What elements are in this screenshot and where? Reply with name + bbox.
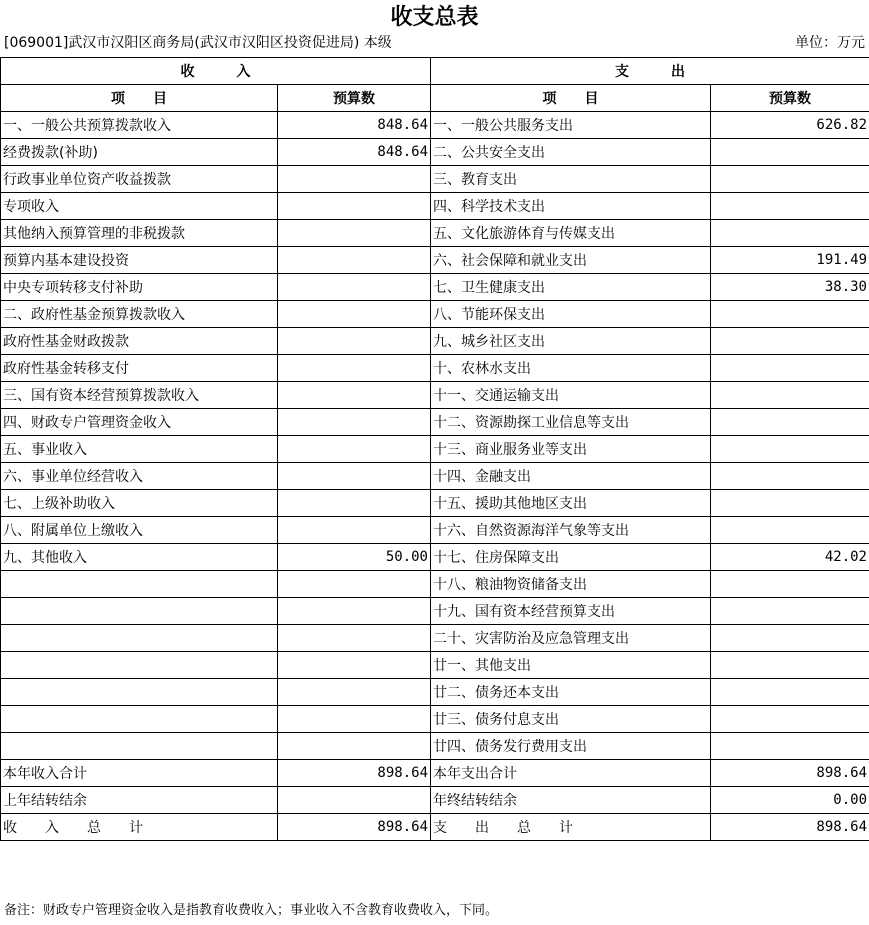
expense-item-cell: 支 出 总 计 <box>431 814 711 841</box>
expense-amount-cell <box>711 706 869 733</box>
income-amount-cell <box>278 625 431 652</box>
income-item-cell: 一、一般公共预算拨款收入 <box>1 112 278 139</box>
table-row <box>1 706 869 733</box>
income-item-cell: 行政事业单位资产收益拨款 <box>1 166 278 193</box>
income-item-cell: 中央专项转移支付补助 <box>1 274 278 301</box>
expense-item-cell: 四、科学技术支出 <box>431 193 711 220</box>
table-row <box>1 787 869 814</box>
expense-item-cell: 六、社会保障和就业支出 <box>431 247 711 274</box>
table-row <box>1 463 869 490</box>
section-header-row <box>1 58 869 85</box>
expense-item-header: 项 目 <box>431 85 711 112</box>
expense-amount-cell <box>711 490 869 517</box>
revenue-expenditure-table <box>0 57 869 841</box>
expense-item-cell: 十九、国有资本经营预算支出 <box>431 598 711 625</box>
expense-item-cell: 五、文化旅游体育与传媒支出 <box>431 220 711 247</box>
income-item-cell: 上年结转结余 <box>1 787 278 814</box>
expense-amount-cell <box>711 355 869 382</box>
expense-item-cell: 二、公共安全支出 <box>431 139 711 166</box>
income-item-cell: 二、政府性基金预算拨款收入 <box>1 301 278 328</box>
expense-item-cell: 九、城乡社区支出 <box>431 328 711 355</box>
expense-amount-cell <box>711 733 869 760</box>
table-row <box>1 517 869 544</box>
expense-amount-cell: 626.82 <box>711 112 869 139</box>
income-item-cell: 六、事业单位经营收入 <box>1 463 278 490</box>
expense-amount-cell <box>711 571 869 598</box>
expense-amount-cell <box>711 652 869 679</box>
expense-amount-cell <box>711 409 869 436</box>
table-row <box>1 382 869 409</box>
table-row <box>1 598 869 625</box>
expense-amount-cell <box>711 220 869 247</box>
table-row <box>1 166 869 193</box>
income-item-cell <box>1 679 278 706</box>
expense-amount-cell <box>711 625 869 652</box>
income-item-cell: 四、财政专户管理资金收入 <box>1 409 278 436</box>
table-row <box>1 814 869 841</box>
expense-item-cell: 八、节能环保支出 <box>431 301 711 328</box>
income-amount-cell <box>278 193 431 220</box>
income-amount-cell <box>278 409 431 436</box>
expense-item-cell: 一、一般公共服务支出 <box>431 112 711 139</box>
income-amount-cell <box>278 517 431 544</box>
income-amount-cell <box>278 787 431 814</box>
expense-item-cell: 十三、商业服务业等支出 <box>431 436 711 463</box>
expense-amount-cell <box>711 301 869 328</box>
expense-amount-cell <box>711 382 869 409</box>
income-item-cell: 收 入 总 计 <box>1 814 278 841</box>
expense-item-cell: 十、农林水支出 <box>431 355 711 382</box>
expense-item-cell: 廿二、债务还本支出 <box>431 679 711 706</box>
expense-item-cell: 十八、粮油物资储备支出 <box>431 571 711 598</box>
expense-section-header: 支 出 <box>431 58 869 85</box>
expense-amount-cell <box>711 328 869 355</box>
income-item-cell <box>1 598 278 625</box>
expense-item-cell: 三、教育支出 <box>431 166 711 193</box>
table-row <box>1 112 869 139</box>
expense-amount-cell <box>711 166 869 193</box>
income-amount-cell <box>278 733 431 760</box>
income-section-header: 收 入 <box>1 58 431 85</box>
income-item-cell <box>1 706 278 733</box>
table-row <box>1 220 869 247</box>
table-row <box>1 490 869 517</box>
table-row <box>1 139 869 166</box>
table-row <box>1 625 869 652</box>
income-item-cell: 预算内基本建设投资 <box>1 247 278 274</box>
income-amount-cell: 848.64 <box>278 139 431 166</box>
table-row <box>1 328 869 355</box>
page-title: 收支总表 <box>390 4 479 30</box>
income-item-cell: 专项收入 <box>1 193 278 220</box>
income-amount-cell <box>278 328 431 355</box>
income-item-cell: 八、附属单位上缴收入 <box>1 517 278 544</box>
income-item-header: 项 目 <box>1 85 278 112</box>
income-item-cell: 政府性基金财政拨款 <box>1 328 278 355</box>
income-amount-cell <box>278 355 431 382</box>
expense-item-cell: 十五、援助其他地区支出 <box>431 490 711 517</box>
income-item-cell: 其他纳入预算管理的非税拨款 <box>1 220 278 247</box>
income-budget-header: 预算数 <box>278 85 431 112</box>
table-row <box>1 733 869 760</box>
expense-item-cell: 十七、住房保障支出 <box>431 544 711 571</box>
expense-item-cell: 十二、资源勘探工业信息等支出 <box>431 409 711 436</box>
income-item-cell: 九、其他收入 <box>1 544 278 571</box>
income-amount-cell <box>278 679 431 706</box>
income-amount-cell <box>278 301 431 328</box>
expense-amount-cell: 0.00 <box>711 787 869 814</box>
expense-item-cell: 廿三、债务付息支出 <box>431 706 711 733</box>
income-item-cell <box>1 571 278 598</box>
income-amount-cell <box>278 463 431 490</box>
income-amount-cell <box>278 247 431 274</box>
income-amount-cell <box>278 571 431 598</box>
table-row <box>1 409 869 436</box>
table-row <box>1 247 869 274</box>
table-row <box>1 193 869 220</box>
income-item-cell: 七、上级补助收入 <box>1 490 278 517</box>
expense-item-cell: 十四、金融支出 <box>431 463 711 490</box>
income-item-cell <box>1 625 278 652</box>
expense-item-cell: 本年支出合计 <box>431 760 711 787</box>
income-amount-cell <box>278 706 431 733</box>
expense-amount-cell: 898.64 <box>711 814 869 841</box>
footnote: 备注：财政专户管理资金收入是指教育收费收入；事业收入不含教育收费收入，下同。 <box>4 903 499 918</box>
expense-item-cell: 七、卫生健康支出 <box>431 274 711 301</box>
unit-name: [069001]武汉市汉阳区商务局(武汉市汉阳区投资促进局) 本级 <box>4 35 392 51</box>
table-row <box>1 544 869 571</box>
income-amount-cell <box>278 382 431 409</box>
expense-amount-cell: 42.02 <box>711 544 869 571</box>
expense-amount-cell <box>711 598 869 625</box>
income-item-cell: 政府性基金转移支付 <box>1 355 278 382</box>
income-item-cell: 三、国有资本经营预算拨款收入 <box>1 382 278 409</box>
expense-amount-cell: 898.64 <box>711 760 869 787</box>
income-amount-cell <box>278 436 431 463</box>
table-row <box>1 760 869 787</box>
expense-amount-cell <box>711 139 869 166</box>
expense-amount-cell <box>711 193 869 220</box>
table-row <box>1 652 869 679</box>
expense-item-cell: 二十、灾害防治及应急管理支出 <box>431 625 711 652</box>
table-row <box>1 679 869 706</box>
income-amount-cell <box>278 220 431 247</box>
table-row <box>1 301 869 328</box>
income-item-cell <box>1 652 278 679</box>
income-amount-cell: 848.64 <box>278 112 431 139</box>
income-amount-cell <box>278 598 431 625</box>
column-header-row <box>1 85 869 112</box>
income-amount-cell <box>278 652 431 679</box>
income-amount-cell <box>278 490 431 517</box>
expense-amount-cell <box>711 463 869 490</box>
table-row <box>1 436 869 463</box>
income-item-cell: 五、事业收入 <box>1 436 278 463</box>
expense-item-cell: 廿一、其他支出 <box>431 652 711 679</box>
expense-item-cell: 年终结转结余 <box>431 787 711 814</box>
income-item-cell: 经费拨款(补助) <box>1 139 278 166</box>
expense-amount-cell <box>711 679 869 706</box>
expense-amount-cell: 38.30 <box>711 274 869 301</box>
expense-budget-header: 预算数 <box>711 85 869 112</box>
table-row <box>1 355 869 382</box>
expense-amount-cell: 191.49 <box>711 247 869 274</box>
income-item-cell: 本年收入合计 <box>1 760 278 787</box>
income-amount-cell: 898.64 <box>278 814 431 841</box>
expense-amount-cell <box>711 436 869 463</box>
table-row <box>1 571 869 598</box>
expense-item-cell: 十一、交通运输支出 <box>431 382 711 409</box>
expense-item-cell: 十六、自然资源海洋气象等支出 <box>431 517 711 544</box>
income-amount-cell: 898.64 <box>278 760 431 787</box>
income-amount-cell <box>278 274 431 301</box>
income-amount-cell <box>278 166 431 193</box>
expense-item-cell: 廿四、债务发行费用支出 <box>431 733 711 760</box>
income-amount-cell: 50.00 <box>278 544 431 571</box>
table-row <box>1 274 869 301</box>
expense-amount-cell <box>711 517 869 544</box>
currency-unit: 单位：万元 <box>795 35 865 51</box>
income-item-cell <box>1 733 278 760</box>
